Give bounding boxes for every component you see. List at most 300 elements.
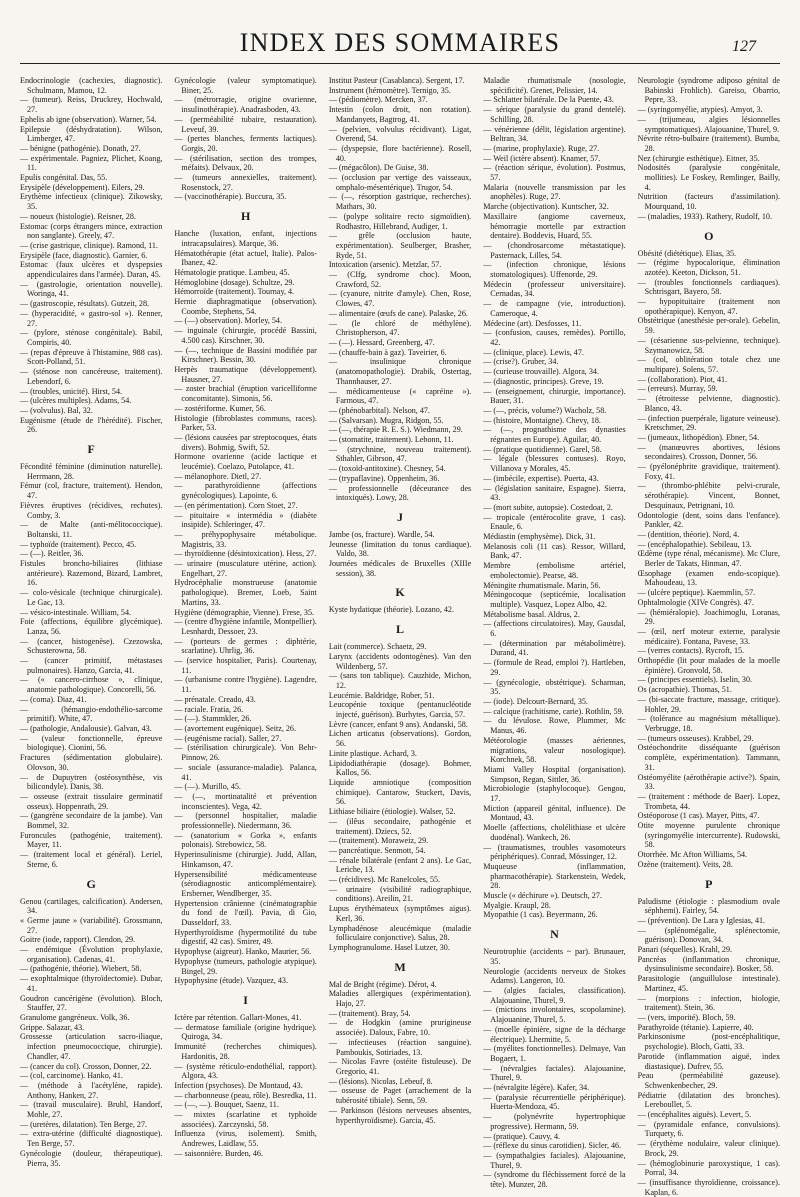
page-header [20, 0, 780, 58]
index-entry: — bénigne (pathogénie). Donath, 27. [20, 143, 141, 153]
index-entry: — (stérilisation, section des trompes, méfaits). Delvaux, 20. [174, 153, 317, 173]
index-entry: — (paralysie récurrentielle périphérique). Huerta-Mendoza, 45. [483, 1092, 626, 1112]
index-entry: — (dentition, théorie). Nord, 4. [637, 529, 740, 539]
index-entry: — vénérienne (délit, législation argentine). Beltran, 34. [483, 124, 626, 144]
index-entry: — (CIfg, syndrome choc). Moon, Crawford, 52. [328, 270, 472, 289]
index-entry: — Schlatter bilatérale. De la Puente, 43. [483, 95, 614, 105]
index-entry: Estomac (corps étrangers mince, extraction non sanglante). Greely, 47. [20, 221, 163, 241]
index-entry: « Germe jaune » (variabilité). Grossmann, 27. [20, 915, 163, 935]
index-entry: — sérique (paralysie du grand dentelé). Schilling, 28. [483, 105, 626, 124]
index-entry: — (curieuse trouvaille). Algora, 34. [483, 367, 599, 377]
index-entry: — (syndrome du fléchissement forcé de la tête). Munzer, 28. [483, 1170, 626, 1190]
index-entry: Grippe. Salazar, 43. [20, 1022, 85, 1032]
index-entry: — (affections circulatoires). May, Gausdal, 6. [483, 619, 626, 639]
index-entry: — (vaccinothérapie). Buccura, 35. [174, 192, 287, 202]
index-entry: Melanosis coli (11 cas). Ressor, Willard, Bank, 47. [483, 541, 626, 561]
index-entry: Lymphadénose aleucémique (maladie folliculaire conjonctive). Salus, 28. [328, 923, 472, 943]
index-entry: Lupus érythémateux (symptômes aigus). Kerl, 36. [328, 904, 472, 923]
index-entry: Influenza (virus, isolement). Smith, Andrewes, Laidlaw, 55. [174, 1129, 317, 1149]
index-entry: — urinaire (musculature utérine, action). Engelhart, 27. [174, 559, 317, 578]
index-entry: Miction (appareil génital, influence). De Montaud, 43. [483, 803, 626, 823]
index-entry: Foie (affections, équilibre glycémique). Lanza, 56. [20, 617, 163, 636]
index-entry: — (algies faciales, classification). Alajouanine, Thurel, 9. [483, 985, 626, 1005]
index-entry: Lipidodiathérapie (dosage). Bohmer, Kallos, 56. [328, 758, 472, 778]
index-entry: Erysipèle (développement). Eilers, 29. [20, 182, 145, 192]
index-entry: Institut Pasteur (Casablanca). Sergent, 17. [328, 76, 465, 85]
index-entry: — colo-vésicale (technique chirurgicale). Le Gac, 13. [20, 588, 163, 607]
index-entry: Hyperthyroïdisme (hypermotilité du tube digestif, 42 cas). Smirer, 49. [174, 927, 317, 947]
index-entry: — (lésions). Nicolas, Lebeuf, 8. [328, 1076, 433, 1086]
index-entry: — (crise gastrique, clinique). Ramond, 11. [20, 240, 158, 250]
index-entry: Ophtalmologie (XIVe Congrès). 47. [637, 597, 754, 607]
index-entry: — (mictions involontaires, scopolamine). Alajouanine, Thurel, 5. [483, 1005, 626, 1025]
index-entry: — (névralgies faciales). Alajouanine, Thurel, 9. [483, 1063, 626, 1083]
index-entry: Goudron cancérigène (évolution). Bloch, Stauffer, 27. [20, 993, 163, 1013]
index-entry: — (erreurs). Murray, 59. [637, 384, 718, 394]
index-entry: Grossesse (articulation sacro-iliaque, infection pneumococcique, chirurgie). Chandler, 47. [20, 1032, 163, 1061]
index-entry: Moelle (affections, cholélithiase et ulcère duodénal). Wankech, 26. [483, 823, 626, 842]
index-entry: Hématothérapie (état actuel, Italie). Palos-Ibanez, 42. [174, 248, 317, 268]
index-entry: — (valeur fonctionnelle, épreuve biologique). Cionini, 56. [20, 733, 163, 753]
index-entry: — (traumatismes, troubles vasomoteurs périphériques). Conrad, Mössinger, 12. [483, 842, 626, 862]
index-entry: — (Salvarsan). Mugra, Ridgon, 55. [328, 415, 444, 425]
index-entry: — exophtalmique (thyroïdectomie). Dubar, 41. [20, 974, 163, 993]
index-entry: — (traitement). Moraweiz, 29. [328, 836, 429, 846]
index-entry: Fractures (sédimentation globulaire). Olovson, 30. [20, 753, 163, 772]
index-entry: — (collaboration). Piot, 41. [637, 374, 728, 384]
index-entry: — (cancer, histogenèse). Czezowska, Schusterowna, 58. [20, 636, 163, 656]
index-entry: — (névralgite légère). Kafer, 34. [483, 1083, 590, 1093]
index-entry: Muscle (« déchirure »). Deutsch, 27. [483, 891, 602, 901]
index-entry: — dermatose familiale (origine hydrique). Quiroga, 34. [174, 1022, 317, 1042]
index-entry: — (le chloré de méthylène). Christopherson, 47. [328, 318, 472, 338]
index-entry: Hémorroïde (traitement). Tournay, 4. [174, 287, 295, 297]
index-entry: Erythème infectieux (clinique). Zikowsky, 35. [20, 192, 163, 212]
index-entry: — pancréatique. Senmott, 54. [328, 845, 426, 855]
index-entry: — Parkinson (lésions nerveuses absentes, hyperthyroïdisme). Garcia, 45. [328, 1105, 472, 1125]
index-entry: — calcique (rachitisme, carie). Rothlin, 59. [483, 706, 624, 716]
index-entry: — (—). Murillo, 45. [174, 782, 241, 792]
index-entry: Méningite rhumatismale. Marin, 56. [483, 580, 601, 590]
index-entry: — (—) observation). Morley, 54. [174, 316, 282, 326]
index-entry: — (polynévrite hypertrophique progressive). Hermann, 59. [483, 1112, 626, 1131]
index-entry: — Nicolas Favre (ostéite fistuleuse). De Gregorio, 41. [328, 1057, 472, 1076]
index-entry: — (césarienne sus-pelvienne, technique). Szymanowicz, 58. [637, 335, 781, 355]
index-entry: — (urbanisme contre l'hygiène). Lagendre, 11. [174, 675, 317, 695]
index-entry: — (mort subite, autopsie). Costedoat, 2. [483, 502, 613, 512]
index-entry: Panari (séquelles). Krahl, 29. [637, 945, 733, 955]
index-entry: — (volvulus). Bal, 32. [20, 405, 93, 415]
index-entry: — noueux (histologie). Reisner, 28. [20, 211, 136, 221]
index-entry: Membre (embolisme artériel, embolectomie). Pearse, 48. [483, 561, 626, 580]
index-entry: Liquide amniotique (composition chimique). Cantarow, Stuckert, Davis, 56. [328, 778, 472, 807]
index-entry: — (confusion, causes, remèdes). Portillo, 42. [483, 328, 626, 347]
index-entry: Lait (commerce). Schaetz, 29. [328, 642, 427, 652]
index-entry: Microbiologie (staphylocoque). Gengou, 17. [483, 784, 626, 804]
section-letter: G [86, 876, 96, 891]
index-entry: Fémur (col, fracture, traitement). Hendon, 47. [20, 481, 163, 501]
index-entry: — (—, résorption gastrique, recherches). Mathars, 30. [328, 192, 472, 212]
index-entry: Epulis congénital. Das, 55. [20, 173, 108, 183]
index-entry: — extra-utérine (difficulté diagnostique). Ten Berge, 57. [20, 1129, 163, 1149]
index-entry: — (œil, nerf moteur externe, paralysie médicaire). Fontana, Pavese, 33. [637, 626, 781, 646]
index-entry: — prénatale. Creado, 43. [174, 694, 256, 704]
index-entry: Intestin (colon droit, non rotation). Mandanyets, Bagtrog, 41. [328, 105, 472, 124]
index-entry: — (ilêus secondaire, pathogénie et traitement). Dziecs, 52. [328, 816, 472, 836]
index-entry: — mixtes (scarlatine et typhoïde associées). Zarczynski, 58. [174, 1110, 317, 1129]
index-entry: Hyperinsulinisme (chirurgie). Judd, Allan, Hinkamson, 47. [174, 850, 317, 869]
index-column [637, 76, 781, 1197]
index-entry: — (tumeurs annexielles, traitement). Rosenstock, 27. [174, 173, 317, 192]
index-entry: Goitre (iode, rapport). Clendon, 29. [20, 935, 136, 945]
index-columns [20, 76, 781, 1197]
index-entry: — (cancer primitif, métastases pulmonaires). Hanzo, Garcia, 41. [20, 656, 163, 675]
index-entry: Furoncules (pathogénie, traitement). Mayer, 11. [20, 830, 163, 850]
index-entry: — (sanatorium « Gorka », enfants polonais). Strebowicz, 58. [174, 830, 317, 850]
index-entry: Otorrhée. Mc Afton Williams, 54. [637, 850, 748, 860]
index-entry: Miami Valley Hospital (organisation). Simpson, Regan, Sittler, 36. [483, 764, 626, 784]
index-entry: Hypertension crânienne (cinématographie du fond de l'œil). Pavia, di Gio, Dusseldorf, 33. [174, 898, 317, 928]
index-entry: Instrument (hémomètre). Ternigo, 35. [328, 85, 451, 95]
section-letter: M [394, 959, 406, 974]
index-entry: Malaria (nouvelle transmission par les anophèles). Ruge, 27. [483, 182, 626, 202]
index-entry: — (système réticulo-endothélial, rapport). Algora, 43. [174, 1061, 317, 1081]
section-letter: K [395, 585, 405, 600]
index-entry: — (gangrène secondaire de la jambe). Van Bommel, 32. [20, 811, 163, 831]
index-entry: Jambe (os, fracture). Wardle, 54. [328, 529, 435, 539]
index-entry: — (porteurs de germes : diphtérie, scarlatine). Uhrlig, 36. [174, 636, 317, 656]
index-entry: — (hémiéralopie). Joachimoglu, Loranas, 29. [637, 607, 781, 627]
index-entry: Histologie (fibroblastes communs, races). Parker, 53. [174, 413, 317, 433]
section-letter: F [87, 442, 95, 457]
index-entry: — (clinique, place). Lewis, 47. [483, 347, 584, 357]
index-entry: — (tumeurs osseuses). Krabbel, 29. [637, 733, 754, 743]
index-entry: — (toxoïd-antitoxine). Chesney, 54. [328, 464, 446, 474]
index-entry: Linite plastique. Achard, 3. [328, 748, 417, 758]
index-entry: — thyroïdienne (désintoxication). Hess, 27. [174, 549, 317, 559]
index-entry: — (centre d'hygiène infantile, Montpellier). Lesnhardt, Dessoer, 23. [174, 617, 317, 636]
index-entry: Journées médicales de Bruxelles (XIIIe session), 38. [328, 559, 472, 578]
index-entry: — (métrorragie, origine ovarienne, insulinothérapie). Anadrasboden, 43. [174, 95, 317, 115]
index-entry: Pédiatrie (dilatation des bronches). Lereboullet, 5. [637, 1090, 781, 1110]
index-entry: — (trypaflavine). Oppenheim, 36. [328, 473, 440, 483]
index-entry: — (bi-saccate fracture, massage, critique). Hohler, 29. [637, 694, 781, 714]
index-entry: Nez (chirurgie esthétique). Eitner, 35. [637, 153, 760, 163]
index-entry: — typhoïde (traitement). Pecco, 45. [20, 539, 137, 549]
index-entry: — (syringomyélie, atypies). Amyot, 3. [637, 105, 763, 115]
index-entry: Pancréas (inflammation chronique, dysinsulinisme secondaire). Bosker, 58. [637, 954, 781, 974]
section-letter: N [550, 927, 559, 942]
index-entry: — (troubles fonctionnels cardiaques). Schtrisgart, Bayero, 58. [637, 277, 781, 297]
index-entry: Kyste hydatique (théorie). Lozano, 42. [328, 605, 455, 615]
index-entry: — (ulcères multiples). Adams, 54. [20, 396, 132, 406]
index-entry: — (pertes blanches, ferments lactiques). Gorgis, 20. [174, 134, 317, 153]
index-entry: Granulome gangréneux. Volk, 36. [20, 1012, 130, 1022]
index-entry: — mélanophore. Dietl, 27. [174, 471, 262, 481]
index-entry: — (tolérance au magnésium métallique). Verbrugge, 18. [637, 714, 781, 733]
index-entry: Névrite rétro-bulbaire (traitement). Bumba, 28. [637, 134, 781, 153]
index-entry: — (érythème nodulaire, valeur clinique). Brock, 29. [637, 1139, 781, 1158]
index-entry: — (lésions causées par streptocoques, états divers). Bohmig, Swift, 52. [174, 432, 317, 452]
index-entry: Gynécologie (valeur symptomatique). Biner, 25. [174, 76, 317, 95]
index-entry: Ozène (traitement). Veits, 28. [637, 859, 733, 869]
index-entry: Obstétrique (anesthésie per-orale). Gebelin, 59. [637, 316, 781, 336]
index-entry: Parkinsonisme (post-encéphalitique, psychologie). Bloch, Gatti, 33. [637, 1032, 781, 1052]
index-entry: Lichen articatus (observations). Gordon, 56. [328, 729, 472, 749]
index-entry: — (occlusion par vertige des vaisseaux, omphalo-mésentérique). Trugor, 54. [328, 173, 472, 192]
index-entry: Ostéomyélite (aérothérapie active?). Spain, 33. [637, 772, 781, 792]
index-entry: — (—). Hessard, Greenberg, 47. [328, 337, 435, 347]
index-entry: — (insuffisance thyroïdienne, croissance). Kaplan, 6. [637, 1177, 781, 1197]
section-letter: I [243, 992, 248, 1007]
section-letter: J [397, 509, 404, 524]
index-entry: — de campagne (vie, introduction). Cameroque, 4. [483, 299, 626, 318]
index-entry: Eugénisme (étude de l'hérédité). Fischer, 26. [20, 415, 163, 435]
index-entry: Ostéochondrite disséquante (guérison complète, expérimentation). Tammann, 31. [637, 743, 781, 772]
index-entry: — (infection puerpérale, ligature veineuse). Kretschmer, 29. [637, 413, 781, 433]
index-entry: — (dyspepsie, flore bactérienne). Rosell, 40. [328, 143, 472, 163]
index-entry: — (pyramidale enfance, convulsions). Turquety, 6. [637, 1119, 781, 1139]
index-entry: — (morpions : infection, biologie, traitement). Stein, 36. [637, 993, 781, 1013]
index-entry: — (formule de Read, emploi ?). Hartleben, 29. [483, 658, 626, 677]
index-entry: Ephelis ab igne (observation). Warner, 54. [20, 114, 157, 124]
index-entry: Hématologie pratique. Lambeu, 45. [174, 267, 290, 277]
index-entry: — de Hodgkin (amine prurigineuse associée). Daloux, Fabre, 10. [328, 1018, 472, 1038]
index-entry: — raciale. Fratia, 26. [174, 704, 244, 714]
index-entry: — (ulcère peptique). Kaemmlin, 57. [637, 588, 756, 598]
index-entry: — (verres contacts). Rycroft, 15. [637, 646, 745, 656]
index-entry: — expérimentale. Pagniez, Plichet, Koang, 11. [20, 153, 163, 173]
index-entry: — (chauffe-bain à gaz). Taveirier, 6. [328, 347, 447, 357]
index-entry: Œsophage (examen endo-scopique). Mahoudeau, 13. [637, 568, 781, 588]
index-entry: — rénale bilatérale (enfant 2 ans). Le Gac, Leriche, 13. [328, 855, 472, 875]
index-entry: — (coma). Diaz, 41. [20, 694, 87, 704]
index-entry: Parasitologie (anguillulose intestinale). Martinez, 45. [637, 974, 781, 993]
index-entry: Neurotrophie (accidents ~ par). Brunauer, 35. [483, 947, 626, 966]
index-entry: — (gastroscopie, résultats). Gutzeit, 28. [20, 299, 150, 309]
index-entry: — (imbécile, expertise). Puerta, 43. [483, 473, 599, 483]
index-entry: — (col, oblitération totale chez une multipare). Solens, 57. [637, 355, 781, 374]
index-entry: — osseuse (extrait tissulaire germinatif osseux). Hoppenrath, 29. [20, 791, 163, 811]
index-entry: — (—, thérapie R. E. S.). Wiedmann, 29. [328, 425, 463, 435]
index-entry: — (—, mortinatalité et prévention inconscientes). Vega, 42. [174, 791, 317, 811]
index-entry: Méningocoque (septicémie, localisation multiple). Vasquez, Lopez Albo, 42. [483, 590, 626, 609]
index-entry: — zoster brachial (éruption varicelliforme concomitante). Simonis, 56. [174, 384, 317, 404]
index-entry: — (—, technique de Bassini modifiée par Kirschner). Bessin, 30. [174, 345, 317, 365]
index-entry: — (mégacôlon). De Guise, 38. [328, 163, 429, 173]
index-entry: — (uretères, dilatation). Ten Berge, 27. [20, 1119, 148, 1129]
index-entry: — (chondrosarcome métastatique). Pasternack, Lilles, 54. [483, 240, 626, 260]
index-entry: — (principes essentiels). Iselin, 30. [637, 675, 753, 685]
index-entry: — saisonnière. Burden, 46. [174, 1148, 263, 1158]
section-letter: L [396, 622, 405, 637]
index-entry: Maladies allergiques (expérimentation). Hajo, 27. [328, 989, 472, 1009]
index-entry: — (récidives). Mc Ranelcoles, 55. [328, 875, 441, 885]
index-entry: Herpès traumatique (développement). Hausner, 27. [174, 364, 317, 384]
index-entry: — légale (blessures contuses). Royo, Villanova y Morales, 45. [483, 454, 626, 474]
index-entry: — urinaire (visibilité radiographique, conditions). Areilin, 21. [328, 884, 472, 904]
index-entry: — (pathologie, Andalousie). Galvan, 43. [20, 724, 152, 733]
index-entry: — (pédiomètre). Mercken, 37. [328, 95, 428, 105]
index-entry: Métabolisme basal. Aldrus, 2. [483, 609, 580, 619]
index-entry: — (service hospitalier, Paris). Courtenay, 11. [174, 656, 317, 675]
index-entry: — inguinale (chirurgie, procédé Bassini, 4.500 cas). Kirschner, 30. [174, 326, 317, 345]
index-entry: Maladie rhumatismale (nosologie, spécificité). Grenet, Pelissier, 14. [483, 76, 626, 95]
index-entry: — (trijumeau, algies lésionnelles symptomatiques). Alajouanine, Thurel, 9. [637, 114, 781, 134]
index-entry: — (phénobarbital). Nelson, 47. [328, 405, 430, 415]
index-entry: — (manœuvres abortives, lésions secondaires). Crosson, Donner, 56. [637, 442, 781, 462]
index-entry: Ictère par rétention. Gallart-Mones, 41. [174, 1012, 302, 1022]
index-entry: — médicamenteuse (« capréine »). Farmous, 47. [328, 386, 472, 406]
index-entry: Paludisme (étiologie : plasmodium ovale séphhemi). Fairley, 54. [637, 896, 781, 916]
index-entry: Hypersensibilité médicamenteuse (sérodiagnostic anticomplémentaire). Ersberner, Wendlberger, 35. [174, 869, 317, 898]
index-entry: Fistules broncho-biliaires (lithiase antérieure). Razemond, Bizard, Lambret, 16. [20, 559, 163, 588]
index-entry: Os (acropathie). Thomas, 51. [637, 685, 732, 695]
index-entry: — (stérilisation chirurgicale). Von Behr-Pinnow, 26. [174, 743, 317, 763]
index-entry: — (col, carcinome). Hanko, 41. [20, 1071, 123, 1081]
index-entry: — (sans ton tablique). Cauzhide, Michon, 12. [328, 671, 472, 690]
index-entry: Marche (objectivation). Kuntscher, 32. [483, 202, 609, 212]
index-entry: — tropicale (entérocolite grave, 1 cas). Enaule, 6. [483, 512, 626, 532]
index-entry: Météorologie (masses aériennes, migrations, valeur nosologique). Korchnek, 58. [483, 735, 626, 765]
index-entry: — (stomatite, traitement). Lebonn, 11. [328, 435, 454, 445]
index-entry: — (diagnostic, principes). Greve, 19. [483, 376, 604, 386]
index-entry: — (hyperacidité, « gastro-sol »). Renner, 27. [20, 308, 163, 328]
index-entry: — grêle (occlusion haute, expérimentation). Seulberger, Brasher, Ryde, 51. [328, 231, 472, 260]
index-entry: — du lévulose. Rowe, Plummer, Mc Manus, 46. [483, 716, 626, 736]
index-entry: — (régime hypocalorique, élimination azotée). Keeton, Dickson, 51. [637, 258, 781, 277]
index-entry: — (eugénisme racial). Saller, 27. [174, 733, 282, 743]
index-entry: — (travail musculaire). Bruhl, Handorf, Mohle, 27. [20, 1100, 163, 1120]
index-entry: Myalgie. Kraupl, 28. [483, 900, 551, 910]
index-entry: Mal de Bright (régime). Dérot, 4. [328, 979, 437, 989]
index-entry: — (méthode à l'acétylène, rapide). Anthony, Hanken, 27. [20, 1080, 163, 1100]
index-entry: — (pelvien, volvulus récidivant). Ligat, Overend, 54. [328, 124, 472, 144]
index-entry: Hanche (luxation, enfant, injections intracapsulaires). Marque, 36. [174, 229, 317, 248]
index-entry: — (cancer du col). Crosson, Donner, 22. [20, 1061, 152, 1071]
index-entry: — (cyanure, nitrite d'amyle). Chen, Rose, Clowes, 47. [328, 289, 472, 309]
index-entry: — hypopituitaire (traitement non opothérapique). Kenyon, 47. [637, 297, 781, 316]
index-column [20, 76, 163, 1168]
index-entry: — (maladies, 1933). Rathery, Rudolf, 10. [637, 211, 772, 221]
index-entry: Gynécologie (douleur, thérapeutique). Pierra, 35. [20, 1148, 163, 1168]
index-entry: Hypophyse (aigreur). Hanko, Maurier, 56. [174, 947, 312, 957]
index-entry: — vésico-intestinale. William, 54. [20, 607, 132, 617]
index-entry: Endocrinologie (cachexies, diagnostic). Schulmann, Mamou, 12. [20, 76, 163, 95]
index-entry: — endémique (Évolution prophylaxie, organisation). Cadenas, 41. [20, 945, 163, 964]
index-entry: — zostériforme. Kumer, 56. [174, 403, 266, 413]
index-entry: — préhypophysaire métabolique. Magistris, 33. [174, 529, 317, 549]
index-entry: — (myélites fonctionnelles). Delmaye, Van Bogaert, 1. [483, 1044, 626, 1063]
index-entry: Intoxication (arsenic). Metzlar, 57. [328, 260, 442, 270]
index-entry: Lymphogranulome. Hasel Lutzer, 30. [328, 942, 450, 952]
section-letter: H [240, 209, 251, 224]
index-entry: Obésité (diététique). Elias, 35. [637, 248, 737, 258]
index-entry: Jeunesse (limitation du tonus cardiaque). Valdo, 38. [328, 539, 472, 559]
index-entry: Fécondité féminine (diminution naturelle). Herrmann, 28. [20, 462, 163, 481]
index-entry: — (vers, imporité). Bloch, 59. [637, 1012, 736, 1022]
index-entry: — Weil (ictère absent). Knamer, 57. [483, 153, 601, 163]
index-entry: — (traitement local et général). Leriel, Sterne, 6. [20, 850, 163, 869]
index-entry: — (prévention). De Lara y Iglesias, 41. [637, 915, 766, 925]
index-entry: — (repas d'épreuve à l'histamine, 988 cas). Scott-Polland, 51. [20, 347, 163, 367]
index-entry: — (—, —). Bouquet, Saenz, 11. [174, 1100, 279, 1110]
index-entry: — (traitement). Bray, 54. [328, 1008, 411, 1018]
index-entry: — infectieuses (réaction sanguine). Pamboukis, Sotiriades, 13. [328, 1037, 472, 1057]
index-entry: — (perméabilité tubaire, restauration). Leveuf, 39. [174, 114, 317, 134]
index-entry: Neurologie (accidents nerveux de Stokes Adams). Langeron, 10. [483, 966, 626, 986]
index-entry: Myopathie (1 cas). Beyermann, 26. [483, 910, 598, 920]
index-entry: Immunité (recherches chimiques). Hardonitis, 28. [174, 1042, 317, 1061]
section-letter: O [704, 228, 714, 243]
index-entry: Otite moyenne purulente chronique (syringomyélie intercurrente). Rudowski, 58. [637, 821, 781, 850]
index-entry: Hydrocéphalie monstrueuse (anatomie pathologique). Bremer, Loeb, Saint Martins, 33. [174, 578, 317, 607]
index-entry: Hormone ovarienne (acide lactique et leucémie). Coelazo, Putolapce, 41. [174, 452, 317, 472]
index-entry: — (hémangio-endothélio-sarcome primitif). White, 47. [20, 704, 163, 724]
index-entry: — (réaction sérique, évolution). Postmus, 57. [483, 163, 626, 183]
index-entry: — (traitement : méthode de Baer). Lopez, Trombeta, 44. [637, 791, 781, 811]
index-entry: Médecin (professeur universitaire). Cernadas, 34. [483, 279, 626, 299]
index-entry: — (étroitesse pelvienne, diagnostic). Blanco, 43. [637, 394, 781, 413]
index-entry: Fièvres éruptives (récidives, rechutes). Comby, 3. [20, 500, 163, 520]
index-entry: Ostéoporose (1 cas). Mayer, Pitts, 47. [637, 811, 760, 821]
index-entry: Infection (psychoses). De Montaud, 43. [174, 1080, 303, 1090]
index-entry: — (hémoglobinurie paroxystique, 1 cas). Porral, 34. [637, 1158, 781, 1178]
index-entry: Muqueuse (inflammation, pharmacothérapie). Starkenstein, Wedek, 28. [483, 861, 626, 891]
index-entry: Hypophyse (tumeurs, pathologie atypique). Bingel, 29. [174, 956, 317, 976]
index-entry: Hernie diaphragmatique (observation). Coombe, Stephens, 54. [174, 297, 317, 316]
index-entry: — (en périmentation). Corn Stoet, 27. [174, 500, 298, 510]
page-number: 127 [732, 38, 756, 55]
index-entry: — (pyélonéphrite gravidique, traitement). Foxy, 41. [637, 462, 781, 481]
index-entry: Parotide (inflammation aiguë, index diastasique). Dufrev, 55. [637, 1051, 781, 1071]
index-entry: — (« cancero-cirrhose », clinique, anatomie pathologique). Concorelli, 56. [20, 675, 163, 695]
index-entry: Erysipèle (face, diagnostic). Garnier, 6. [20, 250, 148, 260]
index-entry: — (jumeaux, lithopédion). Ebner, 54. [637, 432, 760, 442]
index-entry: Médecine (art). Desfosses, 11. [483, 318, 582, 328]
index-entry: — (tumeur). Reiss, Druckrey, Hochwald, 27. [20, 95, 163, 115]
index-entry: — (—). Stammkler, 26. [174, 714, 252, 724]
index-entry: — (—, précis, volume?) Wacholz, 58. [483, 405, 607, 415]
index-entry: — insulinique chronique (anatomopathologie). Drabik, Ostertag, Thannhauser, 27. [328, 357, 472, 386]
index-column [174, 76, 317, 1158]
index-entry: — (détermination par métabolimètre). Durand, 41. [483, 638, 626, 658]
index-entry: — (sympathalgies faciales). Alajouanine, Thurel, 9. [483, 1150, 626, 1170]
page-title: INDEX DES SOMMAIRES [239, 28, 561, 57]
index-entry: — professionnelle (déceurance des intoxiqués). Lowy, 28. [328, 483, 472, 503]
header-rule [20, 63, 780, 64]
section-letter: P [705, 876, 713, 891]
index-entry: Estomac (faux ulcères et dyspepsies appendiculaires dans l'armée). Daran, 45. [20, 260, 163, 280]
index-entry: — (avortement eugénique). Seitz, 26. [174, 724, 296, 733]
index-entry: — (splénomégalie, splénectomie, guérison). Donovan, 34. [637, 925, 781, 945]
index-entry: — (crise?). Gruber, 34. [483, 357, 559, 367]
index-entry: Orthopédie (lit pour malades de la moelle épinière). Gronvold, 58. [637, 656, 781, 675]
index-entry: Leucopénie toxique (pentanucléotide injecté, guérison). Burhytes, Garcia, 57. [328, 700, 472, 720]
index-entry: — parathyroïdienne (affections gynécologiques). Lapointe, 6. [174, 481, 317, 501]
index-entry: — de Malte (anti-mélitococcique). Boltanski, 11. [20, 520, 163, 539]
index-entry: Nutrition (facteurs d'assimilation). Mourquand, 10. [637, 192, 781, 212]
index-entry: Nodosités (paralysie congénitale, mollities). Le Foskey, Remlinger, Bailly, 4. [637, 163, 781, 192]
index-entry: Peau (perméabilité gazeuse). Schwenkenbecher, 29. [637, 1071, 781, 1090]
index-entry: — (moelle épinière, signe de la décharge électrique). Lhermitte, 5. [483, 1024, 626, 1044]
index-entry: Parathyroïde (tétanie). Lapierre, 40. [637, 1022, 754, 1032]
index-entry: — (sténose non cancéreuse, traitement). Lebendorf, 6. [20, 367, 163, 386]
index-entry: — sociale (assurance-maladie). Palanca, 41. [174, 762, 317, 782]
index-entry: Médiastin (emphysème). Dick, 31. [483, 532, 596, 542]
index-entry: — (gastrologie, orientation nouvelle). Woringa, 41. [20, 279, 163, 299]
index-entry: — (pathogénie, théorie). Wiebert, 58. [20, 964, 142, 974]
